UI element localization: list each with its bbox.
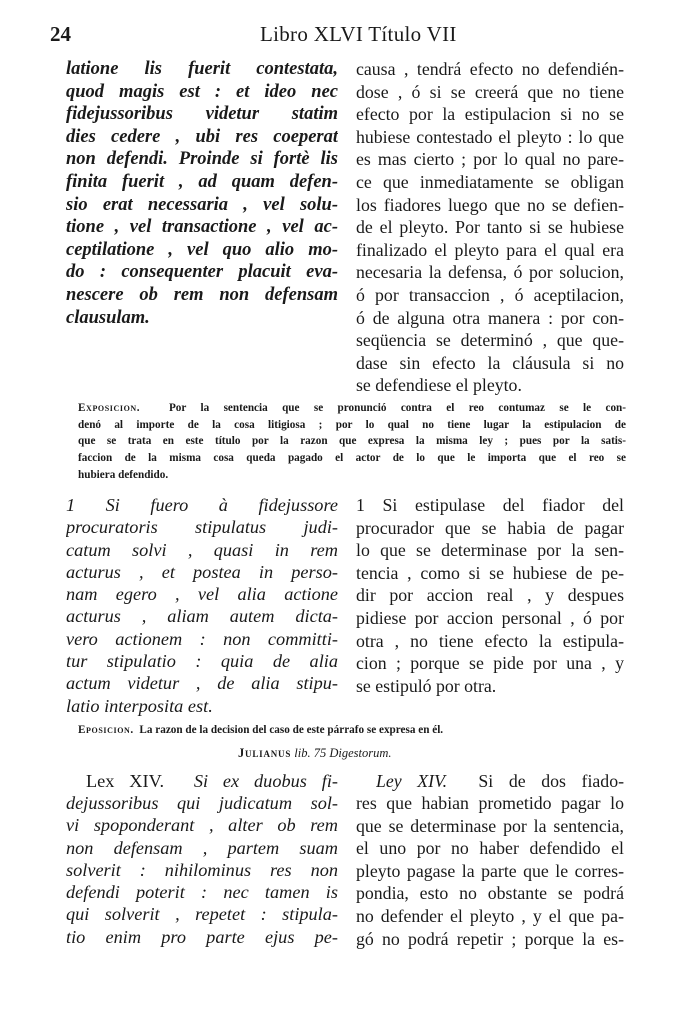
latin-line: 1 Si fuero à fidejussore [66,495,338,515]
latin-line: tio enim pro parte ejus pe- [66,926,338,947]
spanish-line: de el pleyto. Por tanto si se hubiese [356,217,624,238]
spanish-line: otra , no tiene efecto la estipula- [356,630,624,651]
latin-line: vi spoponderant , alter ob rem [66,815,338,836]
latin-line: catum solvi , quasi in rem [66,539,338,560]
ley-heading: Ley XIV. [376,771,448,791]
spanish-line: es mas cierto ; por lo qual no pare- [356,149,624,170]
latin-line: tione , vel transactione , vel ac- [66,217,338,238]
spanish-line: dir por accion real , y despues [356,585,624,606]
latin-line-text: Si ex duobus fi- [193,771,338,791]
spanish-line: ó por transaccion , ó aceptilacion, [356,284,624,305]
spanish-line: gó no podrá repetir ; porque la es- [356,928,624,949]
spanish-line: se estipuló por otra. [356,675,497,696]
latin-line: acturus , et postea in perso- [66,561,338,582]
latin-text-block-2 [66,494,338,717]
spanish-line: el uno por no haber defendido el [356,838,624,859]
latin-text-block-1 [66,58,338,329]
spanish-line: necesaria la defensa, ó por solucion, [356,262,624,283]
spanish-line: pidiese por accion personal , ó por [356,607,624,628]
spanish-text-block-3 [376,770,624,793]
spanish-line: dase sin efecto la cláusula si no [356,352,624,373]
spanish-line: ce que inmediatamente se obligan [356,171,624,192]
latin-line: non defensam , partem suam [66,837,338,858]
attribution-book: lib. 75 Digestorum. [294,746,392,760]
spanish-line: que se determinase por la sentencia, [356,815,624,836]
latin-line: latio interposita est. [66,695,213,716]
page-number: 24 [50,22,71,46]
exposition-note-2 [78,722,626,739]
latin-line: acturus , aliam autem dicta- [66,606,338,627]
latin-line [86,770,338,792]
spanish-line: no defender el pleyto , y el que pa- [356,905,624,926]
lex-heading: Lex XIV. [86,771,165,791]
spanish-line: hubiese contestado el pleyto : lo que [356,126,624,147]
latin-line: ceptilatione , vel quo alio mo- [66,239,338,260]
exposition-note-1 [78,400,626,484]
latin-line: latione lis fuerit contestata, [66,59,338,79]
latin-line: fidejussoribus videtur statim [66,104,338,125]
exposition-line-text: La razon de la decision del caso de este párrafo se expresa en él. [139,724,444,736]
latin-line: qui solverit , repetet : stipula- [66,904,338,925]
spanish-line: los fiadores luego que no se defien- [356,194,624,215]
latin-line: dejussoribus qui judicatum sol- [66,793,338,813]
latin-line: do : consequenter placuit eva- [66,262,338,283]
spanish-line: lo que se determinase por la sen- [356,540,624,561]
page-header [50,22,630,52]
latin-text-block-3-body [66,792,338,948]
spanish-line: cion ; porque se pide por una , y [356,653,624,674]
latin-text-block-3 [86,770,338,792]
spanish-line: se defendiese el pleyto. [356,375,522,396]
spanish-line: causa , tendrá efecto no defendién- [356,59,624,79]
spanish-text-block-3-body [356,792,624,950]
spanish-line-text: Si de dos fiado- [478,771,624,791]
attribution [238,746,392,761]
attribution-author: Julianus [238,746,292,760]
spanish-line: pleyto pagase la parte que le corres- [356,860,624,881]
spanish-text-block-2 [356,494,624,697]
spanish-line: pondia, esto no obstante se podrá [356,883,624,904]
latin-line: nescere ob rem non defensam [66,284,338,305]
spanish-line: res que habian prometido pagar lo [356,793,624,813]
spanish-line: finalizado el pleyto para el qual era [356,239,624,260]
exposition-line: hubiera defendido. [78,468,169,481]
spanish-text-block-1 [356,58,624,397]
exposition-line: faccion de la misma cosa queda pagado el actor de lo que le importa que el reo se [78,452,626,465]
latin-line: defendi poterit : nec tamen is [66,882,338,903]
exposition-line: denó al importe de la cosa litigiosa ; por lo qual no tiene lugar la estipulacion de [78,418,626,431]
spanish-line: procurador que se habia de pagar [356,517,624,538]
latin-line: nam egero , vel alia actione [66,584,338,605]
latin-line: procuratoris stipulatus judi- [66,517,338,538]
latin-line: solverit : nihilominus res non [66,859,338,880]
latin-line: tur stipulatio : quia de alia [66,651,338,672]
spanish-line: dose , ó si se creerá que no tiene [356,81,624,102]
latin-line: vero actionem : non committi- [66,628,338,649]
latin-line: sio erat necessaria , vel solu- [66,194,338,215]
latin-line: finita fuerit , ad quam defen- [66,171,338,192]
latin-line: clausulam. [66,307,150,328]
latin-line: non defendi. Proinde si fortè lis [66,149,338,170]
spanish-line: seqüencia se determinó , que que- [356,330,624,351]
exposition-label: Exposicion. [78,402,141,414]
spanish-line: 1 Si estipulase del fiador del [356,495,624,515]
latin-line: quod magis est : et ideo nec [66,81,338,102]
spanish-line [376,770,624,793]
spanish-line: ó de alguna otra manera : por con- [356,307,624,328]
exposition-line [78,722,626,739]
running-title: Libro XLVI Título VII [260,22,457,46]
spanish-line: tencia , como si se hubiese de pe- [356,562,624,583]
exposition-label: Eposicion. [78,724,134,736]
latin-line: dies cedere , ubi res coeperat [66,126,338,147]
exposition-line-text: Por la sentencia que se pronunció contra el reo contumaz se le con- [168,402,626,414]
exposition-line [78,400,626,417]
exposition-line: que se trata en este título por la razon que expresa la misma ley ; pues por la satis- [78,435,626,448]
spanish-line: efecto por la estipulacion si no se [356,104,624,125]
latin-line: actum videtur , de alia stipu- [66,673,338,694]
